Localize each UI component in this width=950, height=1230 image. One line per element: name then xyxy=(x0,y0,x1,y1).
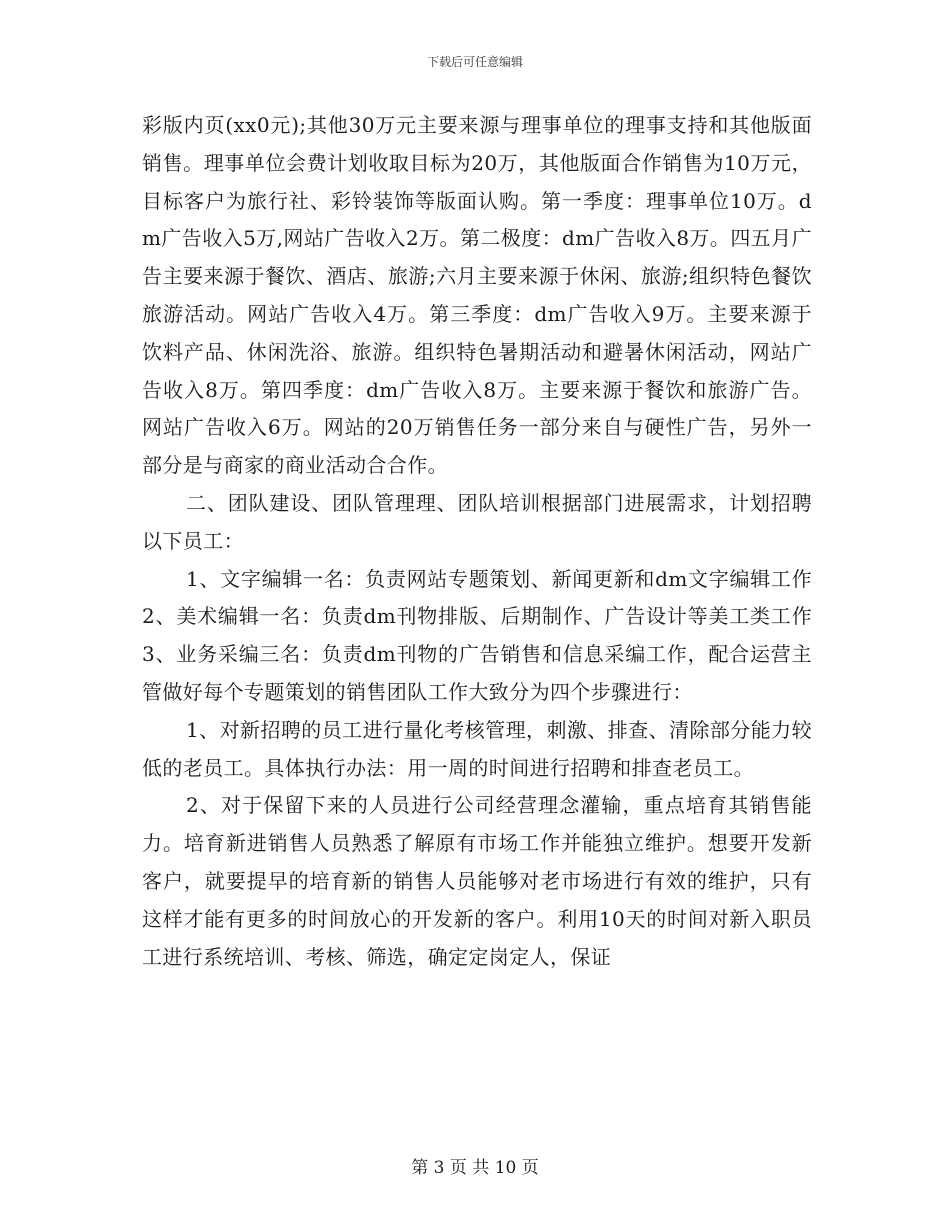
paragraph-revenue-plan: 彩版内页(xx0元);其他30万元主要来源与理事单位的理事支持和其他版面销售。理事单位会费计划收取目标为20万，其他版面合作销售为10万元，目标客户为旅行社、彩铃装饰等版面认购。第一季度：理事单位10万。dm广告收入5万,网站广告收入2万。第二极度：dm广告收入8万。四五月广告主要来源于餐饮、酒店、旅游;六月主要来源于休闲、旅游;组织特色餐饮旅游活动。网站广告收入4万。第三季度：dm广告收入9万。主要来源于饮料产品、休闲洗浴、旅游。组织特色暑期活动和避暑休闲活动，网站广告收入8万。第四季度：dm广告收入8万。主要来源于餐饮和旅游广告。网站广告收入6万。网站的20万销售任务一部分来自与硬性广告，另外一部分是与商家的商业活动合合作。 xyxy=(142,113,812,478)
page-number-footer: 第 3 页 共 10 页 xyxy=(411,1158,539,1178)
paragraph-step-two: 2、对于保留下来的人员进行公司经营理念灌输，重点培育其销售能力。培育新进销售人员熟悉了解原有市场工作并能独立维护。想要开发新客户，就要提早的培育新的销售人员能够对老市场进行有效的维护，只有这样才能有更多的时间放心的开发新的客户。利用10天的时间对新入职员工进行系统培训、考核、筛选，确定定岗定人，保证 xyxy=(142,793,812,969)
page-header: 下载后可任意编辑 xyxy=(426,55,523,69)
paragraph-step-one: 1、对新招聘的员工进行量化考核管理，刺激、排查、清除部分能力较低的老员工。具体执行办法：用一周的时间进行招聘和排查老员工。 xyxy=(142,717,812,780)
document-body xyxy=(142,107,812,976)
paragraph-team-building: 二、团队建设、团队管理理、团队培训根据部门进展需求，计划招聘以下员工： xyxy=(142,490,812,553)
paragraph-staff-roles: 1、文字编辑一名：负责网站专题策划、新闻更新和dm文字编辑工作2、美术编辑一名：负责dm刊物排版、后期制作、广告设计等美工类工作3、业务采编三名：负责dm刊物的广告销售和信息采编工作，配合运营主管做好每个专题策划的销售团队工作大致分为四个步骤进行： xyxy=(142,566,812,704)
